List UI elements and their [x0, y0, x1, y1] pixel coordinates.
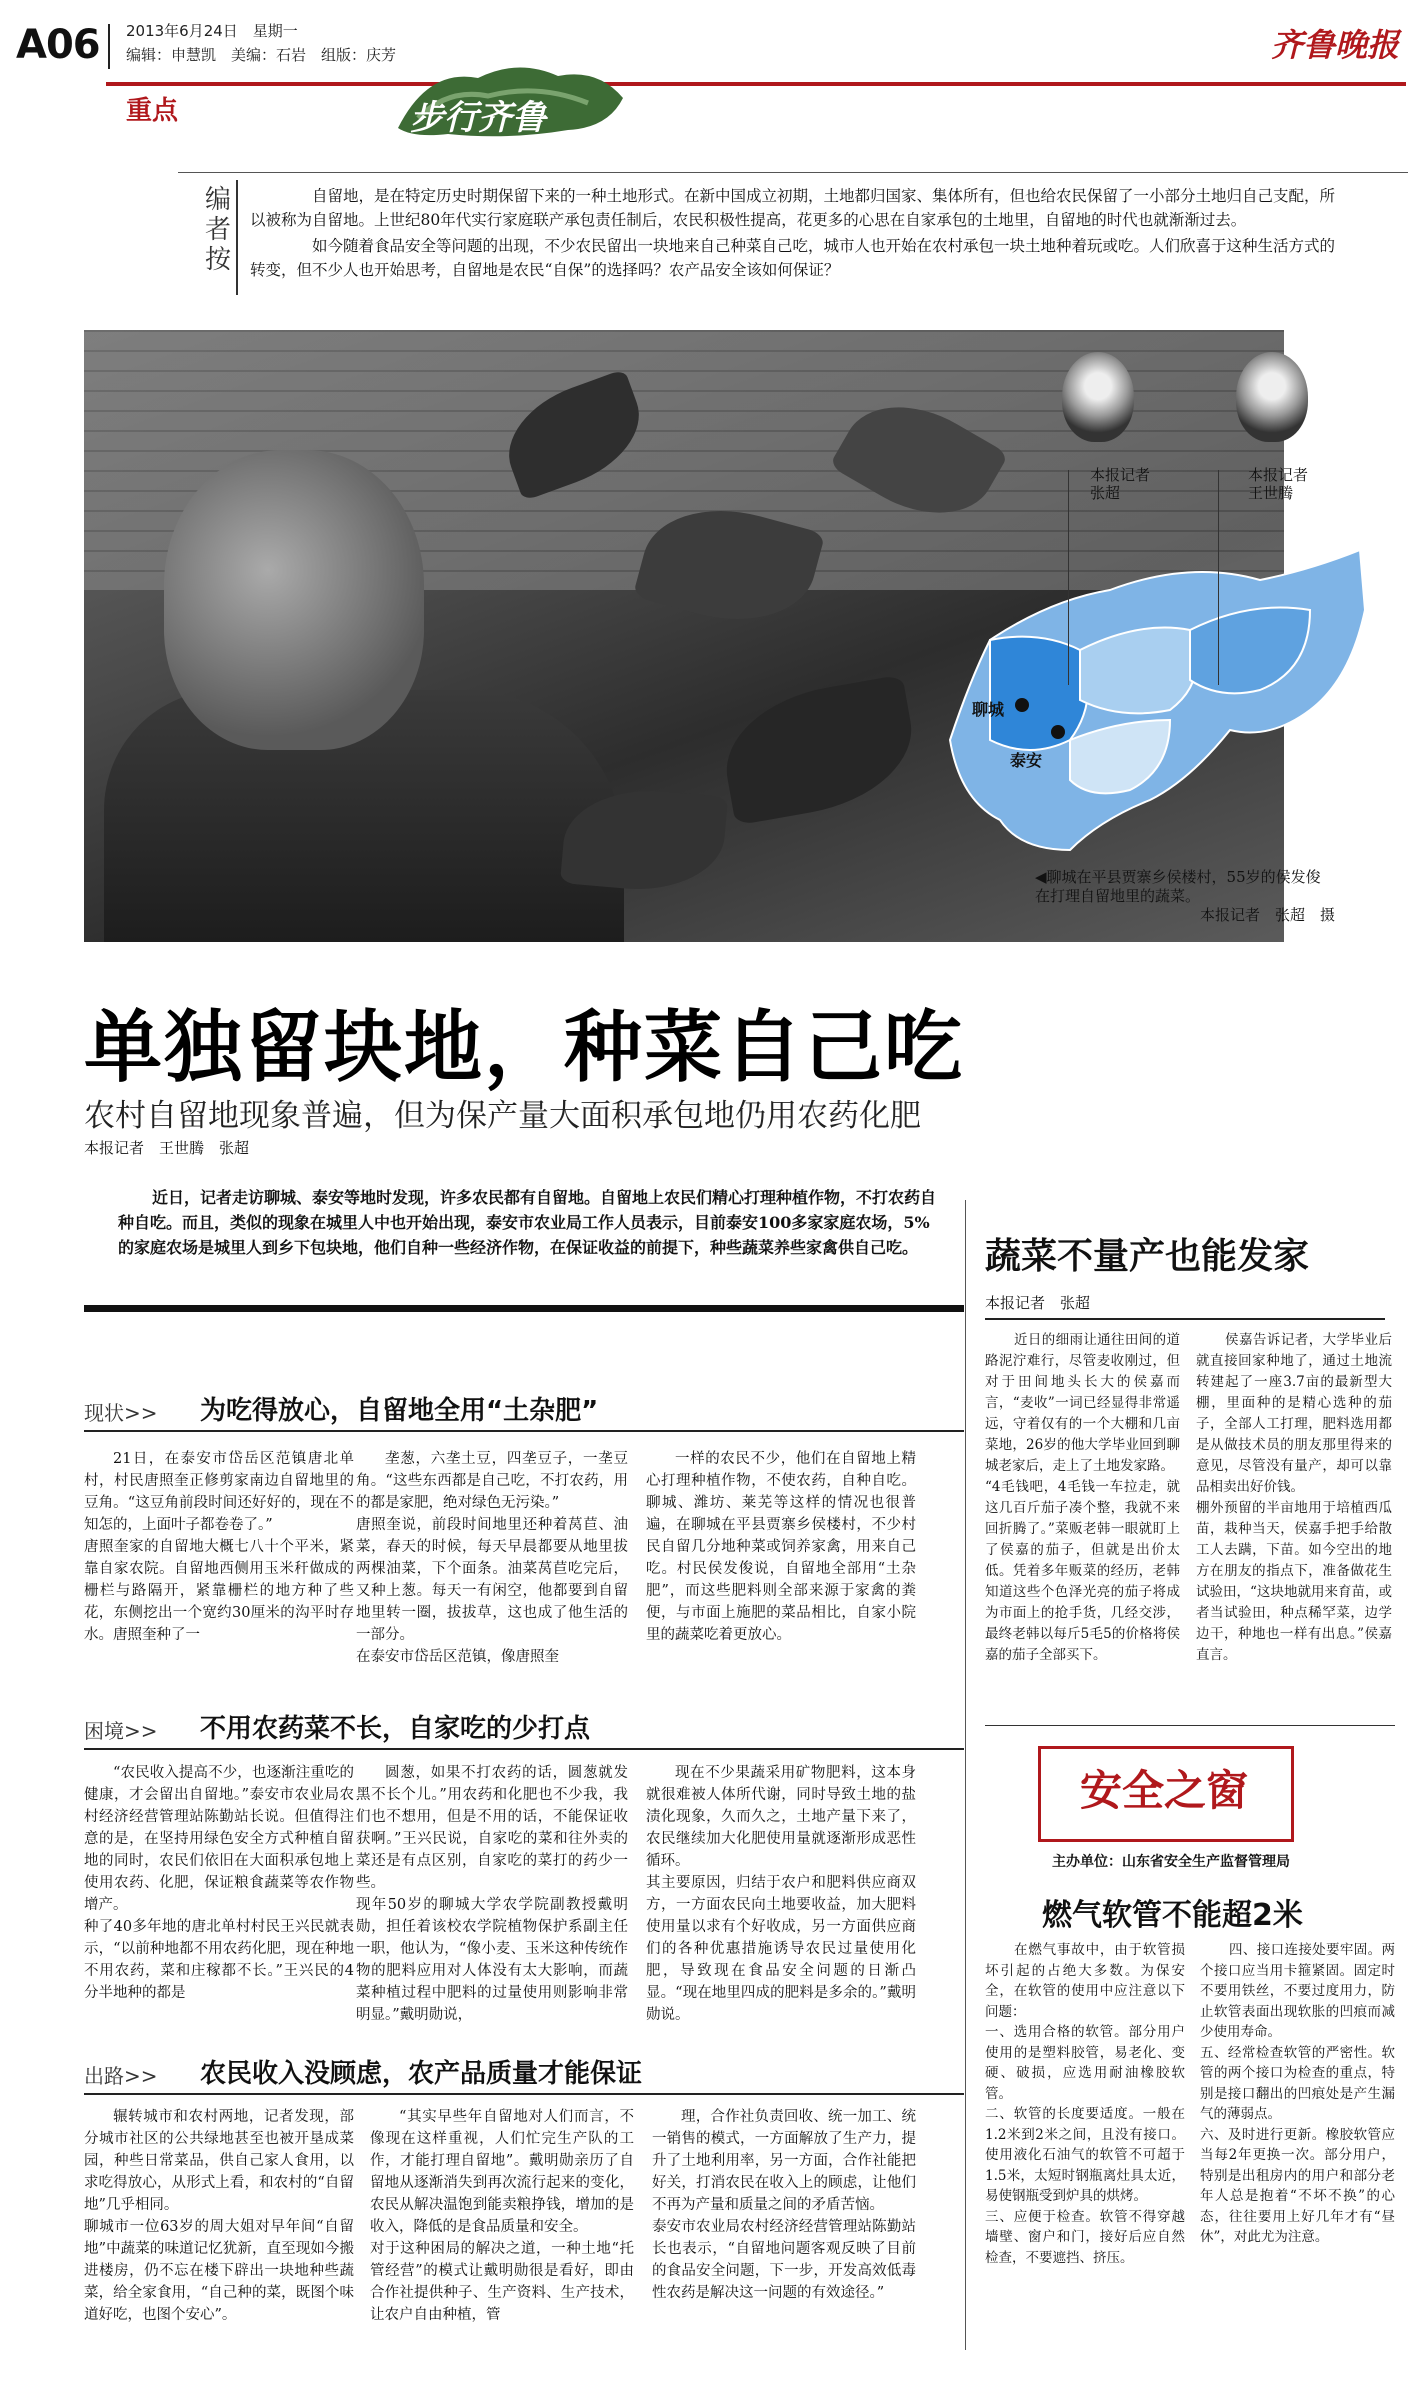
lede-rule — [84, 1305, 964, 1312]
pointer-line — [1068, 470, 1069, 685]
safety-column: 在燃气事故中，由于软管损坏引起的占绝大多数。为保安全，在软管的使用中应注意以下问题： 一、选用合格的软管。部分用户使用的是塑料胶管，易老化、变硬、破损，应选用耐油橡胶软管。 二、软管的长度要适度。一般在1.2米到2米之间，且没有接口。使用液化石油气的软管不可超于1.5米，太短时钢瓶离灶具太近，易使钢瓶受到炉具的烘烤。 三、应便于检查。软管不得穿越墙壁、窗户和门，接好后应自然检查，不要遮挡、挤压。 — [985, 1942, 1185, 2266]
body-column: “其实早些年自留地对人们而言，不像现在这样重视，人们忙完生产队的工作，才能打理自留地”。戴明勋亲历了自留地从逐渐消失到再次流行起来的变化，农民从解决温饱到能卖粮挣钱，增加的是收入，降低的是食品质量和安全。 对于这种困局的解决之道，一种土地“托管经营”的模式让戴明勋很是看好，即由合作社提供种子、生产资料、生产技术，让农户自由种植，管 — [370, 2109, 634, 2323]
sidebar-column: 侯嘉告诉记者，大学毕业后就直接回家种地了，通过土地流转建起了一座3.7亩的最新型大棚，里面种的是精心选种的茄子，全部人工打理，肥料选用都是从做技术员的朋友那里得来的意见，尽管没有量产，却可以靠品相卖出好价钱。 棚外预留的半亩地用于培植西瓜苗，栽种当天，侯嘉手把手给散工人去蹒，下苗。如今空出的地方在朋友的指点下，准备做花生试验田，“这块地就用来育苗，或者当试验田，种点稀罕菜，边学边干，种地也一样有出息。”侯嘉直言。 — [1196, 1332, 1392, 1663]
section-title: 为吃得放心，自留地全用“土杂肥” — [200, 1396, 599, 1426]
section-rule — [84, 1430, 964, 1432]
map-marker — [1015, 698, 1029, 712]
byline: 本报记者 王世腾 张超 — [84, 1139, 250, 1157]
photo-farmer-head — [164, 450, 424, 750]
shandong-map — [930, 380, 1370, 900]
map-label-liaocheng: 聊城 — [972, 700, 1005, 719]
caption-text: ◀聊城在平县贾寨乡侯楼村，55岁的侯发俊在打理自留地里的蔬菜。 — [1035, 868, 1321, 905]
body-column: 圆葱，如果不打农药的话，圆葱就发黑不长个儿。”用农药和化肥也不少我，我们也不想用，但是不用的话，不能保证收获啊。”王兴民说，自家吃的菜和往外卖的菜还是有点区别，自家吃的菜打的药少一些。 现年50岁的聊城大学农学院副教授戴明勋，担任着该校农学院植物保护系副主任一职，他认为，“像小麦、玉米这种传统作物的肥料应用对人体没有太大影响，而蔬菜种植过程中肥料的过量使用则影响非常明显。”戴明勋说， — [356, 1765, 628, 2023]
editor-note-label: 编者按 — [205, 185, 232, 275]
safety-article-title: 燃气软管不能超2米 — [1042, 1898, 1303, 1933]
reporter-caption-label: 本报记者 — [1248, 466, 1309, 484]
banner-title: 步行齐鲁 — [410, 98, 546, 138]
safety-top-rule — [985, 1725, 1395, 1726]
section-rule — [106, 82, 1406, 86]
reporter-caption-name: 王世腾 — [1248, 484, 1294, 502]
body-column: 辗转城市和农村两地，记者发现，部分城市社区的公共绿地甚至也被开垦成菜园，种些日常菜品，供自己家人食用，以求吃得放心，从形式上看，和农村的“自留地”几乎相同。 聊城市一位63岁的周大姐对早年间“自留地”中蔬菜的味道记忆犹新，直至现如今搬进楼房，仍不忘在楼下辟出一块地种些蔬菜，给全家食用，“自己种的菜，既图个味道好吃，也图个安心”。 — [84, 2109, 354, 2323]
editor-note-text — [250, 184, 1350, 284]
pointer-line — [1218, 470, 1219, 685]
map-label-taian: 泰安 — [1010, 751, 1043, 770]
page-number: A06 — [16, 22, 100, 68]
body-column: “农民收入提高不少，也逐渐注重吃的健康，才会留出自留地。”泰安市农业局农村经济经营管理站陈勤站长说。但值得注意的是，在坚持用绿色安全方式种植自留地的同时，农民们依旧在大面积承包地上使用农药、化肥，保证粮食蔬菜等农作物增产。 种了40多年地的唐北单村村民王兴民就表示，“以前种地都不用农药化肥，现在种地不用农药，菜和庄稼都不长。”王兴民的4分半地种的都是 — [84, 1765, 354, 2001]
headline: 单独留块地，种菜自己吃 — [84, 1003, 965, 1093]
header-divider — [108, 24, 110, 69]
safety-window-title: 安全之窗 — [1080, 1766, 1249, 1815]
lede-paragraph: 近日，记者走访聊城、泰安等地时发现，许多农民都有自留地。自留地上农民们精心打理种植作物，不打农药自种自吃。而且，类似的现象在城里人中也开始出现，泰安市农业局工作人员表示，目前泰安100多家家庭农场，5%的家庭农场是城里人到乡下包块地，他们自种一些经济作物，在保证收益的前提下，种些蔬菜养些家禽供自己吃。 — [118, 1188, 937, 1257]
column-divider — [965, 1200, 966, 2350]
sidebar-rule — [985, 1318, 1385, 1320]
safety-sponsor: 主办单位：山东省安全生产监督管理局 — [1052, 1854, 1290, 1870]
editor-note-top-rule — [178, 172, 1408, 173]
body-column: 现在不少果蔬采用矿物肥料，这本身就很难被人体所代谢，同时导致土地的盐渍化现象，久而久之，土地产量下来了，农民继续加大化肥使用量就逐渐形成恶性循环。 其主要原因，归结于农户和肥料供应商双方，一方面农民向土地要收益，加大肥料使用量以求有个好收成，另一方面供应商们的各种优惠措施诱导农民过量使用化肥，导致现在食品安全问题的日渐凸显。“现在地里四成的肥料是多余的。”戴明勋说。 — [646, 1765, 916, 2023]
section-title: 农民收入没顾虑，农产品质量才能保证 — [200, 2059, 643, 2089]
map-marker — [1051, 725, 1065, 739]
editor-note-bracket — [236, 180, 250, 295]
section-tag: 出路>> — [84, 2064, 158, 2088]
reporter-caption-label: 本报记者 — [1090, 466, 1151, 484]
photo-credit: 本报记者 张超 摄 — [1199, 906, 1335, 924]
editor-note-paragraph: 如今随着食品安全等问题的出现，不少农民留出一块地来自己种菜自己吃，城市人也开始在农村承包一块土地种着玩或吃。人们欣喜于这种生活方式的转变，但不少人也开始思考，自留地是农民“自保”的选择吗？农产品安全该如何保证？ — [250, 237, 1336, 279]
reporter-caption-name: 张超 — [1090, 484, 1121, 502]
section-title: 不用农药菜不长，自家吃的少打点 — [200, 1714, 591, 1744]
subheadline: 农村自留地现象普遍，但为保产量大面积承包地仍用农药化肥 — [84, 1098, 921, 1134]
section-tag: 困境>> — [84, 1719, 158, 1743]
photo-leaf — [715, 674, 923, 825]
date-line: 2013年6月24日 星期一 — [126, 22, 298, 40]
newspaper-brand: 齐鲁晚报 — [1270, 26, 1399, 64]
section-label: 重点 — [126, 96, 179, 126]
staff-line: 编辑：申慧凯 美编：石岩 组版：庆芳 — [126, 46, 397, 64]
sidebar-title: 蔬菜不量产也能发家 — [985, 1236, 1310, 1277]
editor-note-paragraph: 自留地，是在特定历史时期保留下来的一种土地形式。在新中国成立初期，土地都归国家、集体所有，但也给农民保留了一小部分土地归自己支配，所以被称为自留地。上世纪80年代实行家庭联产承包责任制后，农民积极性提高，花更多的心思在自家承包的土地里，自留地的时代也就渐渐过去。 — [250, 187, 1336, 229]
safety-column: 四、接口连接处要牢固。两个接口应当用卡箍紧固。固定时不要用铁丝，不要过度用力，防止软管表面出现软胀的凹痕而减少使用寿命。 五、经常检查软管的严密性。软管的两个接口为检查的重点，特别是接口翻出的凹痕处是产生漏气的薄弱点。 六、及时进行更新。橡胶软管应当每2年更换一次。部分用户，特别是出租房内的用户和部分老年人总是抱着“不坏不换”的心态，往往要用上好几年才有“昼休”，对此尤为注意。 — [1200, 1942, 1395, 2245]
reporter-portrait — [1062, 352, 1134, 442]
photo-caption — [1035, 868, 1335, 925]
sidebar-column: 近日的细雨让通往田间的道路泥泞难行，尽管麦收刚过，但对于田间地头长大的侯嘉而言，“麦收”一词已经显得非常遥远，守着仅有的一个大棚和几亩菜地，26岁的他大学毕业回到聊城老家后，走上了土地发家路。 “4毛钱吧，4毛钱一车拉走，就这几百斤茄子凑个整，我就不来回折腾了。”菜贩老韩一眼就盯上了侯嘉的茄子，但就是出价太低。凭着多年贩菜的经历，老韩知道这些个色泽光亮的茄子将成为市面上的抢手货，几经交涉，最终老韩以每斤5毛5的价格将侯嘉的茄子全部买下。 — [985, 1332, 1180, 1663]
sidebar-byline: 本报记者 张超 — [985, 1294, 1091, 1312]
reporter-portrait — [1236, 352, 1308, 442]
section-rule — [84, 1748, 964, 1750]
body-column: 垄葱，六垄土豆，四垄豆子，一垄豆角。“这些东西都是自己吃，不打农药，用的都是家肥，绝对绿色无污染。” 唐照奎说，前段时间地里还种着莴苣、油菜，春天的时候，每天早晨都要从地里拔两棵油菜，下个面条。油菜莴苣吃完后，又种上葱。每天一有闲空，他都要到自留地里转一圈，拔拔草，这也成了他生活的一部分。 在泰安市岱岳区范镇，像唐照奎 — [356, 1451, 628, 1665]
body-column: 理，合作社负责回收、统一加工、统一销售的模式，一方面解放了生产力，提升了土地利用率，另一方面，合作社能把好关，打消农民在收入上的顾虑，让他们不再为产量和质量之间的矛盾苦恼。 泰安市农业局农村经济经营管理站陈勤站长也表示，“自留地问题客观反映了目前的食品安全问题，下一步，开发高效低毒性农药是解决这一问题的有效途径。” — [652, 2109, 916, 2301]
body-column: 一样的农民不少，他们在自留地上精心打理种植作物，不使农药，自种自吃。聊城、潍坊、莱芜等这样的情况也很普遍，在聊城在平县贾寨乡侯楼村，不少村民自留几分地种菜或饲养家禽，用来自己吃。村民侯发俊说，自留地全部用“土杂肥”，而这些肥料则全部来源于家禽的粪便，与市面上施肥的菜品相比，自家小院里的蔬菜吃着更放心。 — [646, 1451, 916, 1643]
body-column: 21日，在泰安市岱岳区范镇唐北单村，村民唐照奎正修剪家南边自留地里的豆角。“这豆角前段时间还好好的，现在不知怎的，上面叶子都卷卷了。” 唐照奎家的自留地大概七八十个平米，紧靠自家农院。自留地西侧用玉米秆做成的栅栏与路隔开，紧靠栅栏的地方种了些花，东侧挖出一个宽约30厘米的沟平时存水。唐照奎种了一 — [84, 1451, 354, 1643]
section-rule — [84, 2093, 964, 2095]
section-tag: 现状>> — [84, 1401, 158, 1425]
